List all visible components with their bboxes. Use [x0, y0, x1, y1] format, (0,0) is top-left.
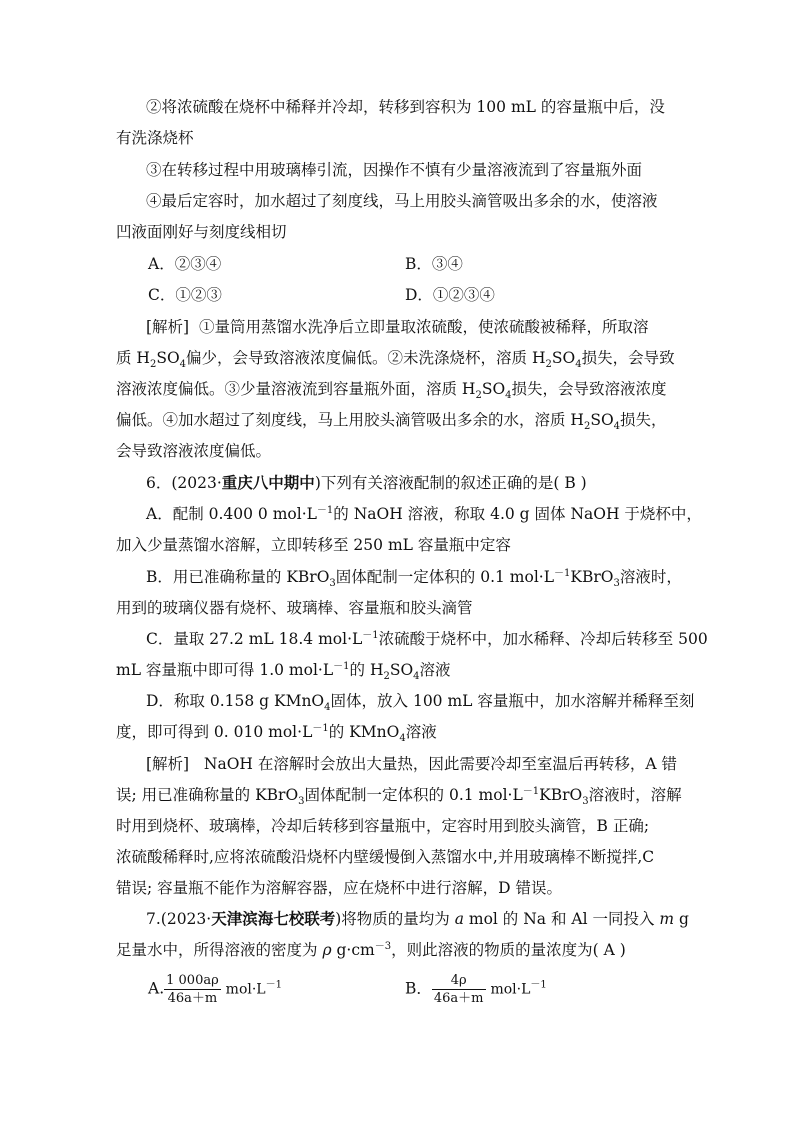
text-line: ②将浓硫酸在烧杯中稀释并冷却，转移到容积为 100 mL 的容量瓶中后，没 [146, 98, 665, 116]
analysis-tag: [解析] [146, 755, 190, 773]
option-a: A. $\frac{1 000a\rho}{46a+m}$ $mol\cdot L^{-1}$ [148, 973, 282, 1006]
analysis-line: 时用到烧杯、玻璃棒，冷却后转移到容量瓶中，定容时用到胶头滴管，B 正确; [116, 817, 650, 835]
analysis-line: [解析] NaOH 在溶解时会放出大量热，因此需要冷却至室温后再转移，A 错 [146, 755, 677, 773]
option-b: B．用已准确称量的 KBrO$_3$固体配制一定体积的 0.1 $mol\cdot L^{-1}KBrO_3$溶液时， [146, 567, 682, 590]
option-b: B． $\frac{4\rho}{46a+m}$ $mol\cdot L^{-1}$ [405, 973, 547, 1006]
option-b: B．③④ [405, 255, 463, 273]
question-source: 重庆八中期中 [221, 473, 315, 492]
text-line: 凹液面刚好与刻度线相切 [116, 223, 287, 241]
analysis-line: 偏低。④加水超过了刻度线，马上用胶头滴管吸出多余的水，溶质 $H_2SO_4$损失， [116, 411, 667, 433]
analysis-line: 会导致溶液浓度偏低。 [116, 442, 272, 460]
question-6-stem: 6．(2023·重庆八中期中)下列有关溶液配制的叙述正确的是( B ) [146, 473, 587, 492]
option-a: A．配制 0.400 0 $mol\cdot L^{-1}$的 NaOH 溶液，称取 4.0 g 固体 NaOH 于烧杯中， [146, 504, 702, 523]
text-line: ③在转移过程中用玻璃棒引流，因操作不慎有少量溶液流到了容量瓶外面 [146, 161, 643, 179]
option-d-cont: 度，即可得到 0. 010 $mol\cdot L^{-1}$的 KMnO$_4$溶液 [116, 722, 437, 745]
analysis-line: 误; 用已准确称量的 KBrO$_3$固体配制一定体积的 0.1 $mol\cdot L^{-1}KBrO_3$溶液时，溶解 [116, 785, 682, 808]
question-7-stem: 7.(2023·天津滨海七校联考)将物质的量均为 a mol 的 Na 和 Al 一同投入 m g [146, 909, 689, 928]
option-d: D．①②③④ [405, 286, 495, 304]
option-c: C．量取 27.2 mL 18.4 $mol\cdot L^{-1}$浓硫酸于烧杯中，加水稀释、冷却后转移至 500 [146, 629, 708, 648]
text-line: ④最后定容时，加水超过了刻度线，马上用胶头滴管吸出多余的水，使溶液 [146, 192, 658, 210]
option-c: C．①②③ [148, 286, 222, 304]
question-7-stem-cont: 足量水中，所得溶液的密度为 ρ $g\cdot cm^{-3}$，则此溶液的物质的量浓度为( A ) [116, 940, 626, 959]
fraction: $\frac{4\rho}{46a+m}$ [433, 973, 484, 1006]
option-c-cont: mL 容量瓶中即可得 1.0 $mol\cdot L^{-1}$的 $H_2SO_4$溶液 [116, 660, 451, 683]
question-source: 天津滨海七校联考 [211, 909, 336, 928]
option-a-cont: 加入少量蒸馏水溶解，立即转移至 250 mL 容量瓶中定容 [116, 536, 511, 554]
analysis-line: 浓硫酸稀释时,应将浓硫酸沿烧杯内壁缓慢倒入蒸馏水中,并用玻璃棒不断搅拌,C [116, 848, 655, 866]
analysis-line: 错误; 容量瓶不能作为溶解容器，应在烧杯中进行溶解，D 错误。 [116, 879, 563, 897]
analysis-line: 质 $H_2SO_4$偏少，会导致溶液浓度偏低。②未洗涤烧杯，溶质 $H_2SO_4$损失，会导致 [116, 349, 675, 371]
option-a: A．②③④ [148, 255, 222, 273]
option-b-cont: 用到的玻璃仪器有烧杯、玻璃棒、容量瓶和胶头滴管 [116, 599, 473, 617]
analysis-line: [解析] ①量筒用蒸馏水洗净后立即量取浓硫酸，使浓硫酸被稀释，所取溶 [146, 318, 649, 336]
option-d: D．称取 0.158 g KMnO$_4$固体，放入 100 mL 容量瓶中，加水溶解并稀释至刻 [146, 692, 695, 714]
analysis-tag: [解析] [146, 318, 190, 336]
text-line: 有洗涤烧杯 [116, 129, 194, 147]
fraction: $\frac{1 000a\rho}{46a+m}$ [166, 973, 219, 1006]
analysis-line: 溶液浓度偏低。③少量溶液流到容量瓶外面，溶质 $H_2SO_4$损失，会导致溶液浓度 [116, 380, 667, 402]
